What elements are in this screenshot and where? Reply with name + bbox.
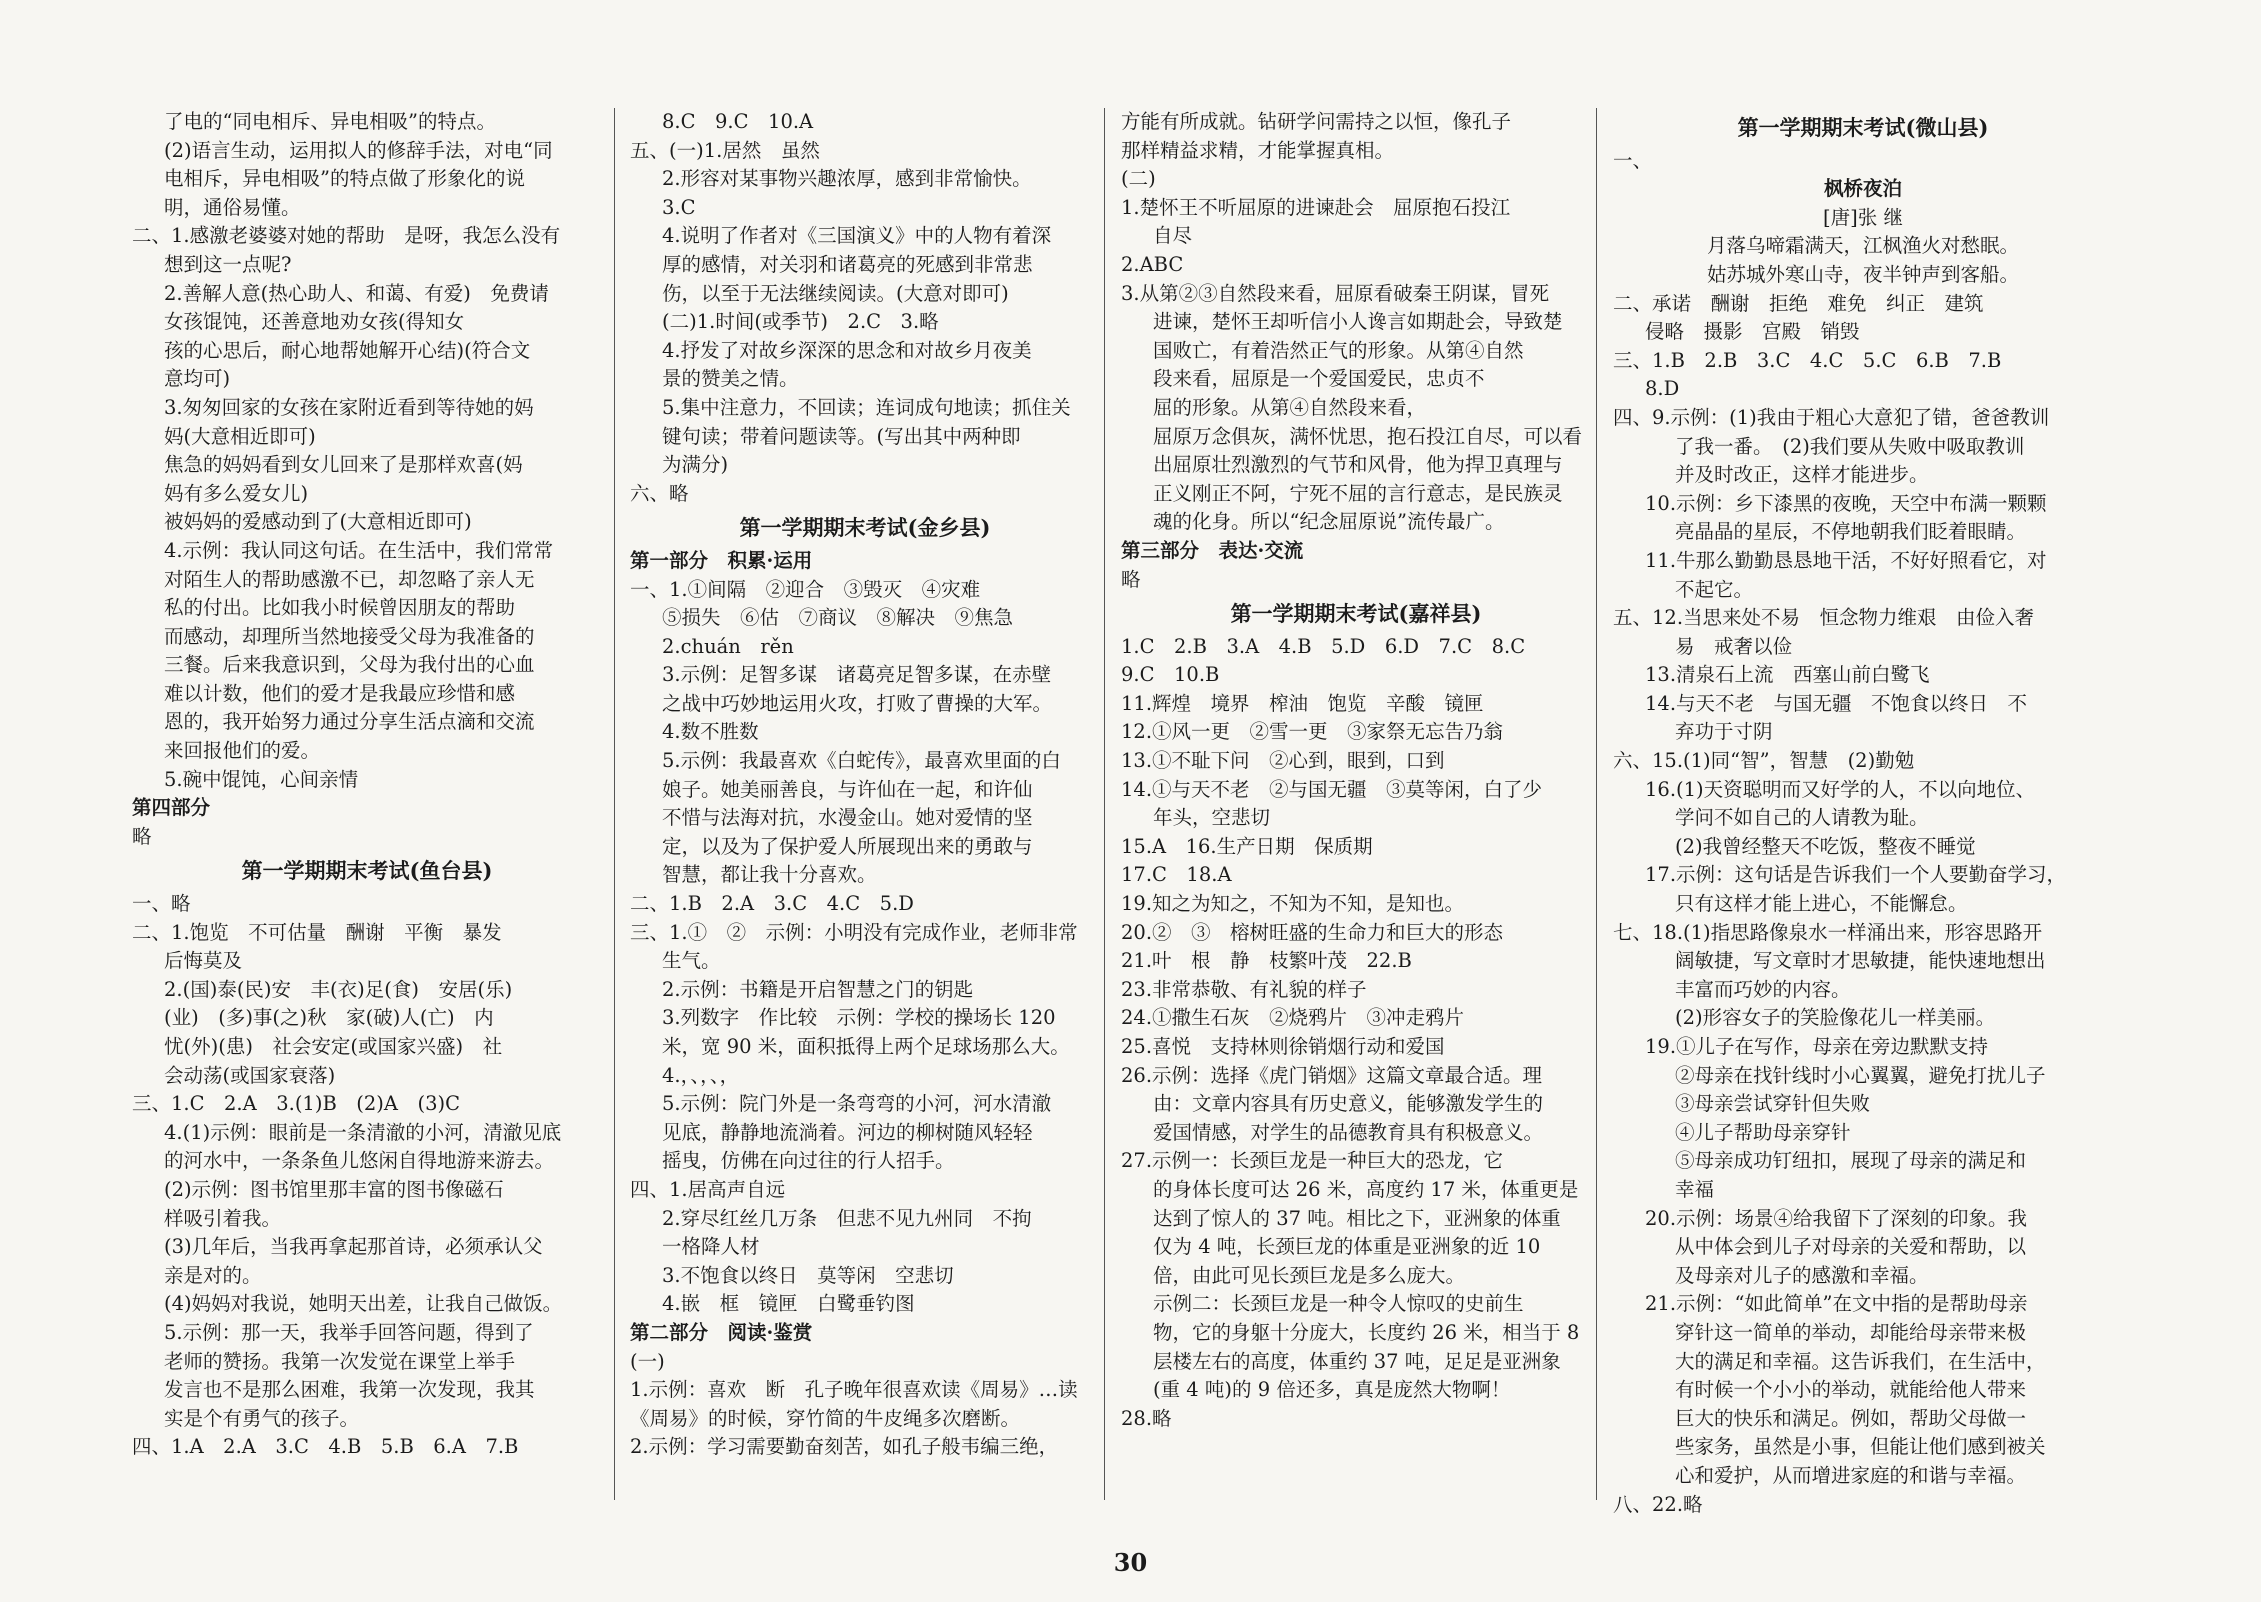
answer-line: 老师的赞扬。我第一次发觉在课堂上举手 (164, 1349, 516, 1373)
answer-line: 来回报他们的爱。 (164, 739, 321, 763)
answer-line: 物，它的身躯十分庞大，长度约 26 米，相当于 8 (1153, 1320, 1580, 1344)
answer-line: 恩的，我开始努力通过分享生活点滴和交流 (164, 710, 535, 734)
answer-line: 21.叶 根 静 枝繁叶茂 22.B (1121, 949, 1412, 973)
answer-line: 穿针这一简单的举动，却能给母亲带来极 (1675, 1320, 2027, 1344)
answer-line: 伤，以至于无法继续阅读。(大意对即可) (662, 281, 1009, 305)
answer-column-2 (630, 108, 1100, 1462)
answer-line: 智慧，都让我十分喜欢。 (662, 863, 877, 887)
answer-line: 17.示例：这句话是告诉我们一个人要勤奋学习， (1645, 863, 2067, 887)
answer-line: 的河水中，一条条鱼儿悠闲自得地游来游去。 (164, 1149, 555, 1173)
answer-line: 4.示例：我认同这句话。在生活中，我们常常 (164, 538, 554, 562)
answer-line: 有时候一个小小的举动，就能给他人带来 (1675, 1378, 2027, 1402)
answer-line: 的身体长度可达 26 米，高度约 17 米，体重更是 (1153, 1177, 1579, 1201)
answer-line: 阔敏捷，写文章时才思敏捷，能快速地想出 (1675, 949, 2046, 973)
answer-line: 24.①撒生石灰 ②烧鸦片 ③冲走鸦片 (1121, 1006, 1465, 1030)
answer-line: 亲是对的。 (164, 1263, 262, 1287)
answer-line: 键句读；带着问题读等。(写出其中两种即 (662, 424, 1021, 448)
answer-line: 四、1.A 2.A 3.C 4.B 5.B 6.A 7.B (132, 1435, 519, 1459)
answer-line: 焦急的妈妈看到女儿回来了是那样欢喜(妈 (164, 453, 523, 477)
answer-line: (重 4 吨)的 9 倍还多，真是庞然大物啊！ (1153, 1378, 1511, 1402)
answer-line: 忧(外)(患) 社会安定(或国家兴盛) 社 (164, 1035, 503, 1058)
answer-line: 10.示例：乡下漆黑的夜晚，天空中布满一颗颗 (1645, 491, 2047, 515)
answer-line: 并及时改正，这样才能进步。 (1675, 463, 1929, 487)
column-divider-2 (1104, 108, 1105, 1500)
answer-line: (一) (630, 1349, 665, 1373)
answer-line: 会动荡(或国家衰落) (164, 1063, 336, 1087)
answer-line: (2)我曾经整天不吃饭，整夜不睡觉 (1675, 834, 1976, 858)
answer-line: 4.说明了作者对《三国演义》中的人物有着深 (662, 224, 1052, 248)
answer-line: 学问不如自己的人请教为耻。 (1675, 806, 1929, 830)
answer-line: 4.，、，、， (662, 1063, 740, 1087)
answer-line: 8.C 9.C 10.A (662, 110, 814, 133)
answer-line: 21.示例：“如此简单”在文中指的是帮助母亲 (1645, 1292, 2028, 1316)
answer-line: 16.(1)天资聪明而又好学的人，不以向地位、 (1645, 777, 2036, 801)
part-heading: 第二部分 阅读·鉴赏 (630, 1320, 813, 1344)
answer-line: 14.与天不老 与国无疆 不饱食以终日 不 (1645, 691, 2028, 715)
answer-line: 3.从第②③自然段来看，屈原看破秦王阴谋，冒死 (1121, 281, 1550, 305)
answer-line: 27.示例一：长颈巨龙是一种巨大的恐龙，它 (1121, 1149, 1504, 1173)
answer-line: 28.略 (1121, 1406, 1172, 1430)
answer-line: ④儿子帮助母亲穿针 (1675, 1120, 1851, 1144)
answer-line: 26.示例：选择《虎门销烟》这篇文章最合适。理 (1121, 1063, 1543, 1087)
answer-line: 对陌生人的帮助感激不已，却忽略了亲人无 (164, 567, 535, 591)
answer-line: 3.示例：足智多谋 诸葛亮足智多谋，在赤壁 (662, 663, 1052, 687)
answer-line: 正义刚正不阿，宁死不屈的言行意志，是民族灵 (1153, 481, 1563, 505)
answer-line: 由：文章内容具有历史意义，能够激发学生的 (1153, 1092, 1544, 1116)
answer-line: 了我一番。 (2)我们要从失败中吸取教训 (1675, 434, 2025, 458)
answer-line: (二) (1121, 167, 1156, 191)
answer-line: 5.碗中馄饨，心间亲情 (164, 767, 359, 791)
column-divider-1 (614, 108, 615, 1500)
answer-line: 2.善解人意(热心助人、和蔼、有爱) 免费请 (164, 281, 549, 305)
answer-line: (业) (多)事(之)秋 家(破)人(亡) 内 (164, 1006, 494, 1030)
answer-line: 2.形容对某事物兴趣浓厚，感到非常愉快。 (662, 167, 1032, 191)
answer-line: 5.示例：院门外是一条弯弯的小河，河水清澈 (662, 1092, 1052, 1116)
answer-line: 大的满足和幸福。这告诉我们，在生活中， (1675, 1349, 2046, 1373)
answer-line: 景的赞美之情。 (662, 367, 799, 391)
answer-line: 妈(大意相近即可) (164, 424, 316, 448)
answer-line: 3.列数字 作比较 示例：学校的操场长 120 (662, 1006, 1056, 1030)
answer-line: 4.数不胜数 (662, 720, 759, 744)
answer-line: 枫桥夜泊 (1823, 177, 1902, 201)
answer-line: 19.①儿子在写作，母亲在旁边默默支持 (1645, 1035, 1989, 1058)
answer-line: 定，以及为了保护爱人所展现出来的勇敢与 (662, 834, 1033, 858)
answer-line: 女孩馄饨，还善意地劝女孩(得知女 (164, 310, 465, 334)
answer-line: 达到了惊人的 37 吨。相比之下，亚洲象的体重 (1153, 1206, 1561, 1230)
answer-line: 二、1.B 2.A 3.C 4.C 5.D (630, 892, 914, 916)
answer-line: 了电的“同电相斥、异电相吸”的特点。 (164, 110, 496, 133)
answer-line: 2.示例：书籍是开启智慧之门的钥匙 (662, 977, 974, 1001)
answer-line: 亮晶晶的星辰，不停地朝我们眨着眼睛。 (1675, 520, 2027, 544)
answer-line: 一、1.①间隔 ②迎合 ③毁灭 ④灾难 (630, 577, 981, 601)
answer-line: 六、15.(1)同“智”，智慧 (2)勤勉 (1613, 749, 1915, 773)
part-heading: 第三部分 表达·交流 (1121, 538, 1304, 562)
answer-line: 丰富而巧妙的内容。 (1675, 977, 1851, 1001)
answer-line: 电相斥，异电相吸”的特点做了形象化的说 (164, 167, 525, 191)
answer-line: 之战中巧妙地运用火攻，打败了曹操的大军。 (662, 691, 1053, 715)
answer-line: 25.喜悦 支持林则徐销烟行动和爱国 (1121, 1035, 1445, 1058)
answer-line: 5.示例：我最喜欢《白蛇传》，最喜欢里面的白 (662, 749, 1061, 773)
answer-line: 20.② ③ 榕树旺盛的生命力和巨大的形态 (1121, 920, 1504, 944)
answer-line: (二)1.时间(或季节) 2.C 3.略 (662, 310, 939, 334)
section-heading: 第一学期期末考试(金乡县) (739, 515, 991, 541)
answer-line: (2)示例：图书馆里那丰富的图书像磁石 (164, 1177, 504, 1201)
answer-column-4 (1613, 108, 2113, 1519)
answer-line: (2)语言生动，运用拟人的修辞手法，对电“同 (164, 138, 553, 162)
answer-line: 明，通俗易懂。 (164, 195, 301, 219)
answer-line: 那样精益求精，才能掌握真相。 (1121, 138, 1395, 162)
section-heading: 第一学期期末考试(鱼台县) (241, 858, 493, 884)
answer-line: ⑤母亲成功钉纽扣，展现了母亲的满足和 (1675, 1149, 2027, 1173)
answer-line: 略 (132, 824, 152, 848)
answer-line: 巨大的快乐和满足。例如，帮助父母做一 (1675, 1406, 2027, 1430)
answer-line: 二、1.感激老婆婆对她的帮助 是呀，我怎么没有 (132, 224, 561, 248)
answer-line: (2)形容女子的笑脸像花儿一样美丽。 (1675, 1006, 1996, 1030)
answer-column-1 (132, 108, 602, 1462)
answer-line: 自尽 (1153, 224, 1193, 248)
part-heading: 第四部分 (132, 796, 211, 820)
answer-line: 三餐。后来我意识到，父母为我付出的心血 (164, 653, 535, 677)
answer-line: 厚的感情，对关羽和诸葛亮的死感到非常悲 (662, 252, 1033, 276)
answer-column-3 (1121, 108, 1591, 1433)
answer-line: 1.C 2.B 3.A 4.B 5.D 6.D 7.C 8.C (1121, 634, 1526, 658)
answer-line: 被妈妈的爱感动到了(大意相近即可) (164, 510, 472, 534)
answer-line: 后悔莫及 (164, 949, 243, 973)
answer-line: 魂的化身。所以“纪念屈原说”流传最广。 (1153, 510, 1505, 534)
answer-line: 二、1.饱览 不可估量 酬谢 平衡 暴发 (132, 920, 502, 944)
answer-line: 想到这一点呢? (164, 252, 292, 276)
answer-line: 5.集中注意力，不回读；连词成句地读；抓住关 (662, 395, 1071, 419)
answer-line: 见底，静静地流淌着。河边的柳树随风轻轻 (662, 1120, 1033, 1144)
answer-line: 2.chuán rěn (662, 634, 794, 658)
answer-line: ③母亲尝试穿针但失败 (1675, 1092, 1871, 1116)
answer-line: 屈原万念俱灰，满怀忧思，抱石投江自尽，可以看 (1153, 424, 1583, 448)
answer-line: 12.①风一更 ②雪一更 ③家祭无忘告乃翁 (1121, 720, 1504, 744)
part-heading: 第一部分 积累·运用 (630, 548, 813, 572)
answer-line: 8.D (1645, 377, 1680, 401)
page-number: 30 (1113, 1548, 1148, 1577)
answer-line: 2.穿尽红丝几万条 但悲不见九州同 不拘 (662, 1206, 1032, 1230)
answer-line: 《周易》的时候，穿竹简的牛皮绳多次磨断。 (630, 1406, 1021, 1430)
answer-line: 摇曳，仿佛在向过往的行人招手。 (662, 1149, 955, 1173)
answer-line: 而感动，却理所当然地接受父母为我准备的 (164, 624, 535, 648)
answer-line: 11.牛那么勤勤恳恳地干活，不好好照看它，对 (1645, 548, 2047, 572)
answer-line: 侵略 摄影 宫殿 销毁 (1645, 320, 1860, 344)
answer-line: 五、(一)1.居然 虽然 (630, 138, 820, 162)
answer-line: 弃功于寸阴 (1675, 720, 1773, 744)
answer-line: 娘子。她美丽善良，与许仙在一起，和许仙 (662, 777, 1033, 801)
section-heading: 第一学期期末考试(嘉祥县) (1230, 601, 1482, 627)
answer-line: 14.①与天不老 ②与国无疆 ③莫等闲，白了少 (1121, 777, 1543, 801)
answer-line: 难以计数，他们的爱才是我最应珍惜和感 (164, 681, 516, 705)
section-heading: 第一学期期末考试(微山县) (1737, 115, 1989, 140)
answer-line: 心和爱护，从而增进家庭的和谐与幸福。 (1675, 1463, 2027, 1487)
answer-line: (3)几年后，当我再拿起那首诗，必须承认父 (164, 1235, 543, 1259)
answer-line: 四、9.示例：(1)我由于粗心大意犯了错，爸爸教训 (1613, 405, 2050, 429)
answer-line: [唐]张 继 (1823, 205, 1903, 229)
answer-line: 2.ABC (1121, 252, 1184, 276)
answer-line: 3.不饱食以终日 莫等闲 空悲切 (662, 1263, 954, 1287)
answer-line: 示例二：长颈巨龙是一种令人惊叹的史前生 (1153, 1292, 1524, 1316)
answer-line: 从中体会到儿子对母亲的关爱和帮助，以 (1675, 1235, 2027, 1259)
answer-line: 一、 (1613, 148, 1653, 172)
answer-line: 1.楚怀王不听屈原的进谏赴会 屈原抱石投江 (1121, 195, 1511, 219)
answer-line: 19.知之为知之，不知为不知，是知也。 (1121, 892, 1465, 916)
answer-line: 9.C 10.B (1121, 663, 1220, 687)
answer-line: 爱国情感，对学生的品德教育具有积极意义。 (1153, 1120, 1544, 1144)
answer-line: 妈有多么爱女儿) (164, 481, 309, 505)
answer-line: 月落乌啼霜满天，江枫渔火对愁眠。 (1706, 234, 2019, 258)
answer-line: 不惜与法海对抗，水漫金山。她对爱情的坚 (662, 806, 1033, 830)
answer-line: 2.(国)泰(民)安 丰(衣)足(食) 安居(乐) (164, 977, 513, 1001)
answer-line: 13.清泉石上流 西塞山前白鹭飞 (1645, 663, 1930, 687)
answer-line: 20.示例：场景④给我留下了深刻的印象。我 (1645, 1206, 2028, 1230)
answer-line: 3.C (662, 195, 696, 219)
answer-line: 15.A 16.生产日期 保质期 (1121, 834, 1373, 858)
answer-line: 不起它。 (1675, 577, 1754, 601)
answer-line: 仅为 4 吨，长颈巨龙的体重是亚洲象的近 10 (1153, 1235, 1541, 1259)
answer-line: 孩的心思后，耐心地帮她解开心结)(符合文 (164, 338, 531, 362)
answer-line: 三、1.C 2.A 3.(1)B (2)A (3)C (132, 1092, 461, 1116)
answer-line: 四、1.居高声自远 (630, 1177, 786, 1201)
answer-line: 三、1.B 2.B 3.C 4.C 5.C 6.B 7.B (1613, 348, 2002, 372)
answer-line: ⑤损失 ⑥估 ⑦商议 ⑧解决 ⑨焦急 (662, 606, 1014, 630)
answer-line: 三、1.① ② 示例：小明没有完成作业，老师非常 (630, 920, 1078, 944)
answer-line: 年头，空悲切 (1153, 806, 1271, 830)
answer-line: 六、略 (630, 481, 689, 505)
answer-line: 4.(1)示例：眼前是一条清澈的小河，清澈见底 (164, 1120, 562, 1144)
answer-line: 11.辉煌 境界 榨油 饱览 辛酸 镜匣 (1121, 691, 1484, 715)
answer-line: 国败亡，有着浩然正气的形象。从第④自然 (1153, 338, 1524, 362)
answer-line: 意均可) (164, 367, 231, 391)
answer-line: 一格降人材 (662, 1235, 760, 1259)
answer-line: 米，宽 90 米，面积抵得上两个足球场那么大。 (662, 1035, 1070, 1058)
answer-line: 层楼左右的高度，体重约 37 吨，足足是亚洲象 (1153, 1349, 1561, 1373)
answer-line: 进谏，楚怀王却听信小人谗言如期赴会，导致楚 (1153, 310, 1563, 334)
answer-line: ②母亲在找针线时小心翼翼，避免打扰儿子 (1675, 1063, 2046, 1087)
answer-line: 13.①不耻下问 ②心到，眼到，口到 (1121, 749, 1445, 773)
answer-line: 易 戒奢以俭 (1675, 634, 1793, 658)
answer-line: 2.示例：学习需要勤奋刻苦，如孔子般韦编三绝， (630, 1435, 1059, 1459)
answer-line: 姑苏城外寒山寺，夜半钟声到客船。 (1706, 262, 2019, 286)
answer-line: 17.C 18.A (1121, 863, 1232, 887)
answer-line: 八、22.略 (1613, 1492, 1703, 1516)
answer-line: (4)妈妈对我说，她明天出差，让我自己做饭。 (164, 1292, 563, 1316)
answer-line: 4.抒发了对故乡深深的思念和对故乡月夜美 (662, 338, 1032, 362)
answer-line: 出屈原壮烈激烈的气节和风骨，他为捍卫真理与 (1153, 453, 1563, 477)
answer-line: 私的付出。比如我小时候曾因朋友的帮助 (164, 596, 516, 620)
answer-line: 五、12.当思来处不易 恒念物力维艰 由俭入奢 (1613, 606, 2035, 630)
answer-line: 一、略 (132, 892, 191, 916)
answer-line: 5.示例：那一天，我举手回答问题，得到了 (164, 1320, 534, 1344)
answer-line: 及母亲对儿子的感激和幸福。 (1675, 1263, 1929, 1287)
answer-line: 幸福 (1675, 1177, 1715, 1201)
answer-line: 七、18.(1)指思路像泉水一样涌出来，形容思路开 (1613, 920, 2043, 944)
answer-line: 二、承诺 酬谢 拒绝 难免 纠正 建筑 (1613, 291, 1984, 315)
answer-line: 为满分) (662, 453, 729, 477)
answer-line: 只有这样才能上进心，不能懈怠。 (1675, 892, 1968, 916)
answer-line: 1.示例：喜欢 断 孔子晚年很喜欢读《周易》…读 (630, 1378, 1078, 1402)
answer-line: 生气。 (662, 949, 721, 973)
answer-line: 屈的形象。从第④自然段来看， (1153, 395, 1427, 419)
answer-line: 方能有所成就。钻研学问需持之以恒，像孔子 (1121, 110, 1512, 133)
answer-line: 4.嵌 框 镜匣 白鹭垂钓图 (662, 1292, 915, 1316)
answer-line: 略 (1121, 567, 1141, 591)
answer-line: 样吸引着我。 (164, 1206, 282, 1230)
answer-line: 发言也不是那么困难，我第一次发现，我其 (164, 1378, 535, 1402)
answer-line: 23.非常恭敬、有礼貌的样子 (1121, 977, 1367, 1001)
answer-line: 3.匆匆回家的女孩在家附近看到等待她的妈 (164, 395, 534, 419)
answer-line: 倍，由此可见长颈巨龙是多么庞大。 (1153, 1263, 1466, 1287)
answer-line: 段来看，屈原是一个爱国爱民，忠贞不 (1153, 367, 1485, 391)
answer-line: 些家务，虽然是小事，但能让他们感到被关 (1675, 1435, 2046, 1459)
answer-line: 实是个有勇气的孩子。 (164, 1406, 360, 1430)
column-divider-3 (1596, 108, 1597, 1500)
